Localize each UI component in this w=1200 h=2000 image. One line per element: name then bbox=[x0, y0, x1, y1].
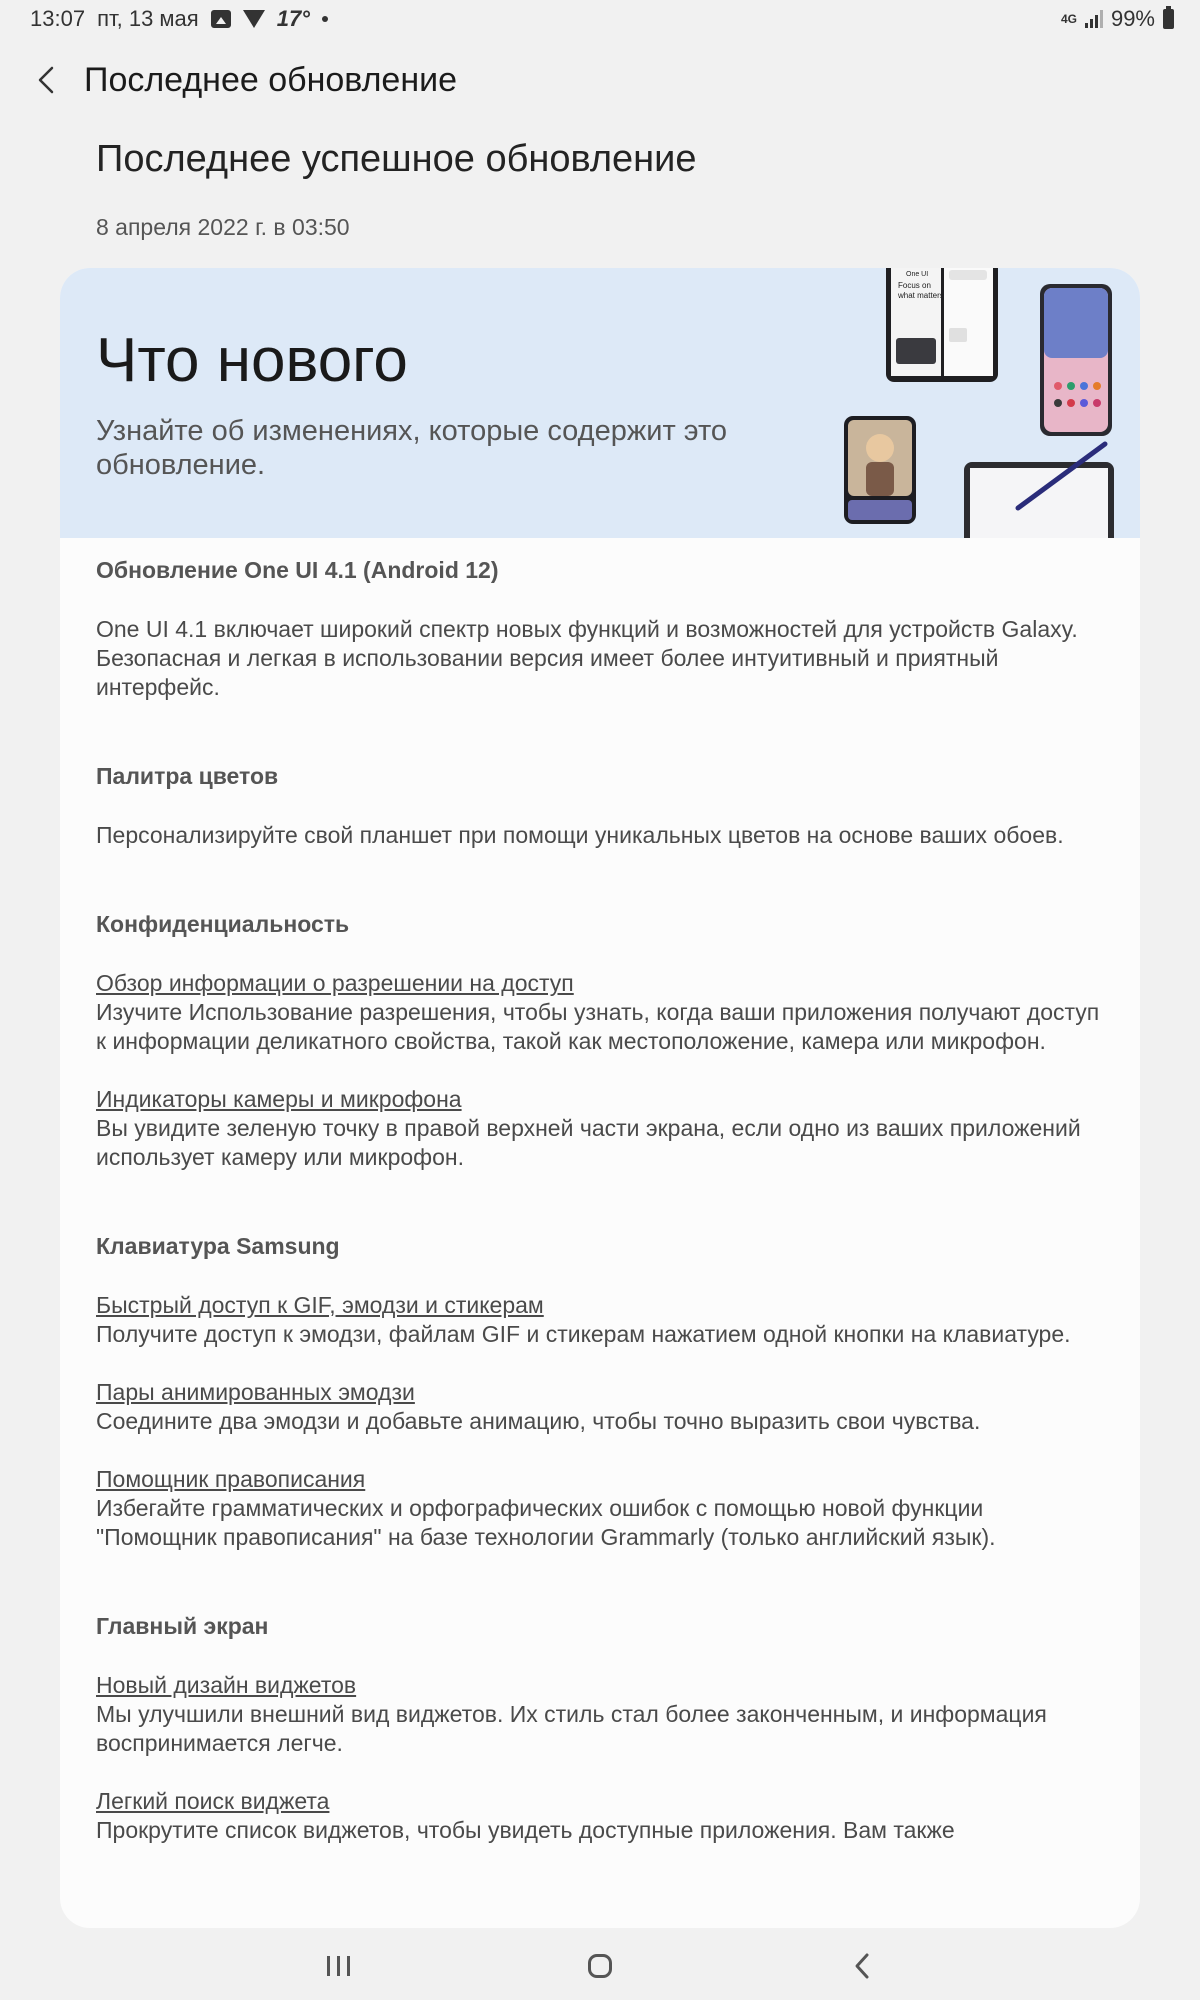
section-title-palette: Палитра цветов bbox=[96, 763, 279, 789]
keyboard-link-gif[interactable]: Быстрый доступ к GIF, эмодзи и стикерам bbox=[96, 1292, 544, 1318]
battery-icon bbox=[1163, 9, 1174, 29]
recent-apps-button[interactable] bbox=[327, 1956, 350, 1976]
status-bar bbox=[0, 0, 1200, 36]
keyboard-text-spelling: Избегайте грамматических и орфографических ошибок с помощью новой функции "Помощник правописания" на базе технологии Grammarly (только английский язык). bbox=[96, 1495, 996, 1550]
svg-text:One UI: One UI bbox=[906, 271, 929, 278]
nav-back-icon bbox=[852, 1952, 872, 1980]
battery-percent: 99% bbox=[1110, 6, 1155, 31]
status-time: 13:07 bbox=[30, 6, 86, 31]
devices-illustration bbox=[60, 268, 1140, 538]
chevron-left-icon bbox=[34, 65, 58, 95]
privacy-text-indicators: Вы увидите зеленую точку в правой верхней части экрана, если одно из ваших приложений использует камеру или микрофон. bbox=[96, 1115, 1081, 1170]
network-type-icon: 4G bbox=[1060, 12, 1077, 26]
update-title: Обновление One UI 4.1 (Android 12) bbox=[96, 557, 499, 583]
keyboard-text-emoji-pairs: Соедините два эмодзи и добавьте анимацию, чтобы точно выразить свои чувства. bbox=[96, 1408, 981, 1434]
vpn-icon bbox=[243, 10, 265, 28]
svg-text:Focus on: Focus on bbox=[898, 281, 931, 290]
privacy-link-indicators[interactable]: Индикаторы камеры и микрофона bbox=[96, 1086, 462, 1112]
banner-title: Что нового bbox=[96, 326, 408, 395]
signal-icon bbox=[1085, 10, 1103, 28]
home-text-widgets: Мы улучшили внешний вид виджетов. Их стиль стал более законченным, и информация воспринимается легче. bbox=[96, 1701, 1047, 1756]
banner-subtitle: Узнайте об изменениях, которые содержит это обновление. bbox=[96, 415, 728, 481]
navigation-bar bbox=[0, 1936, 1200, 2000]
last-update-date: 8 апреля 2022 г. в 03:50 bbox=[96, 214, 350, 240]
whats-new-banner bbox=[60, 268, 1140, 538]
release-notes bbox=[96, 538, 1106, 1845]
privacy-link-permissions[interactable]: Обзор информации о разрешении на доступ bbox=[96, 970, 574, 996]
gallery-notification-icon bbox=[211, 10, 231, 28]
system-back-button[interactable] bbox=[852, 1952, 872, 1985]
home-button[interactable] bbox=[588, 1954, 612, 1978]
keyboard-link-emoji-pairs[interactable]: Пары анимированных эмодзи bbox=[96, 1379, 415, 1405]
keyboard-link-spelling[interactable]: Помощник правописания bbox=[96, 1466, 366, 1492]
home-link-widget-search[interactable]: Легкий поиск виджета bbox=[96, 1788, 330, 1814]
keyboard-text-gif: Получите доступ к эмодзи, файлам GIF и стикерам нажатием одной кнопки на клавиатуре. bbox=[96, 1321, 1071, 1347]
home-text-widget-search: Прокрутите список виджетов, чтобы увидеть доступные приложения. Вам также bbox=[96, 1817, 955, 1843]
more-notifications-icon bbox=[322, 16, 328, 22]
page-title: Последнее обновление bbox=[84, 61, 458, 99]
privacy-text-permissions: Изучите Использование разрешения, чтобы узнать, когда ваши приложения получают доступ к информации деликатного свойства, такой как местоположение, камера или микрофон. bbox=[96, 999, 1100, 1054]
last-update-heading: Последнее успешное обновление bbox=[96, 138, 697, 180]
app-bar bbox=[0, 52, 1200, 108]
palette-text: Персонализируйте свой планшет при помощи уникальных цветов на основе ваших обоев. bbox=[96, 822, 1064, 848]
whats-new-card bbox=[60, 268, 1140, 1928]
intro-text: One UI 4.1 включает широкий спектр новых функций и возможностей для устройств Galaxy. Безопасная и легкая в использовании версия имеет более интуитивный и приятный интерфейс. bbox=[96, 616, 1078, 700]
home-link-widgets[interactable]: Новый дизайн виджетов bbox=[96, 1672, 357, 1698]
status-date: пт, 13 мая bbox=[97, 6, 199, 31]
status-temperature: 17° bbox=[276, 6, 310, 31]
section-title-privacy: Конфиденциальность bbox=[96, 911, 350, 937]
back-button[interactable] bbox=[26, 60, 66, 100]
section-title-keyboard: Клавиатура Samsung bbox=[96, 1233, 340, 1259]
svg-text:what matters: what matters bbox=[898, 291, 944, 300]
section-title-home: Главный экран bbox=[96, 1613, 269, 1639]
